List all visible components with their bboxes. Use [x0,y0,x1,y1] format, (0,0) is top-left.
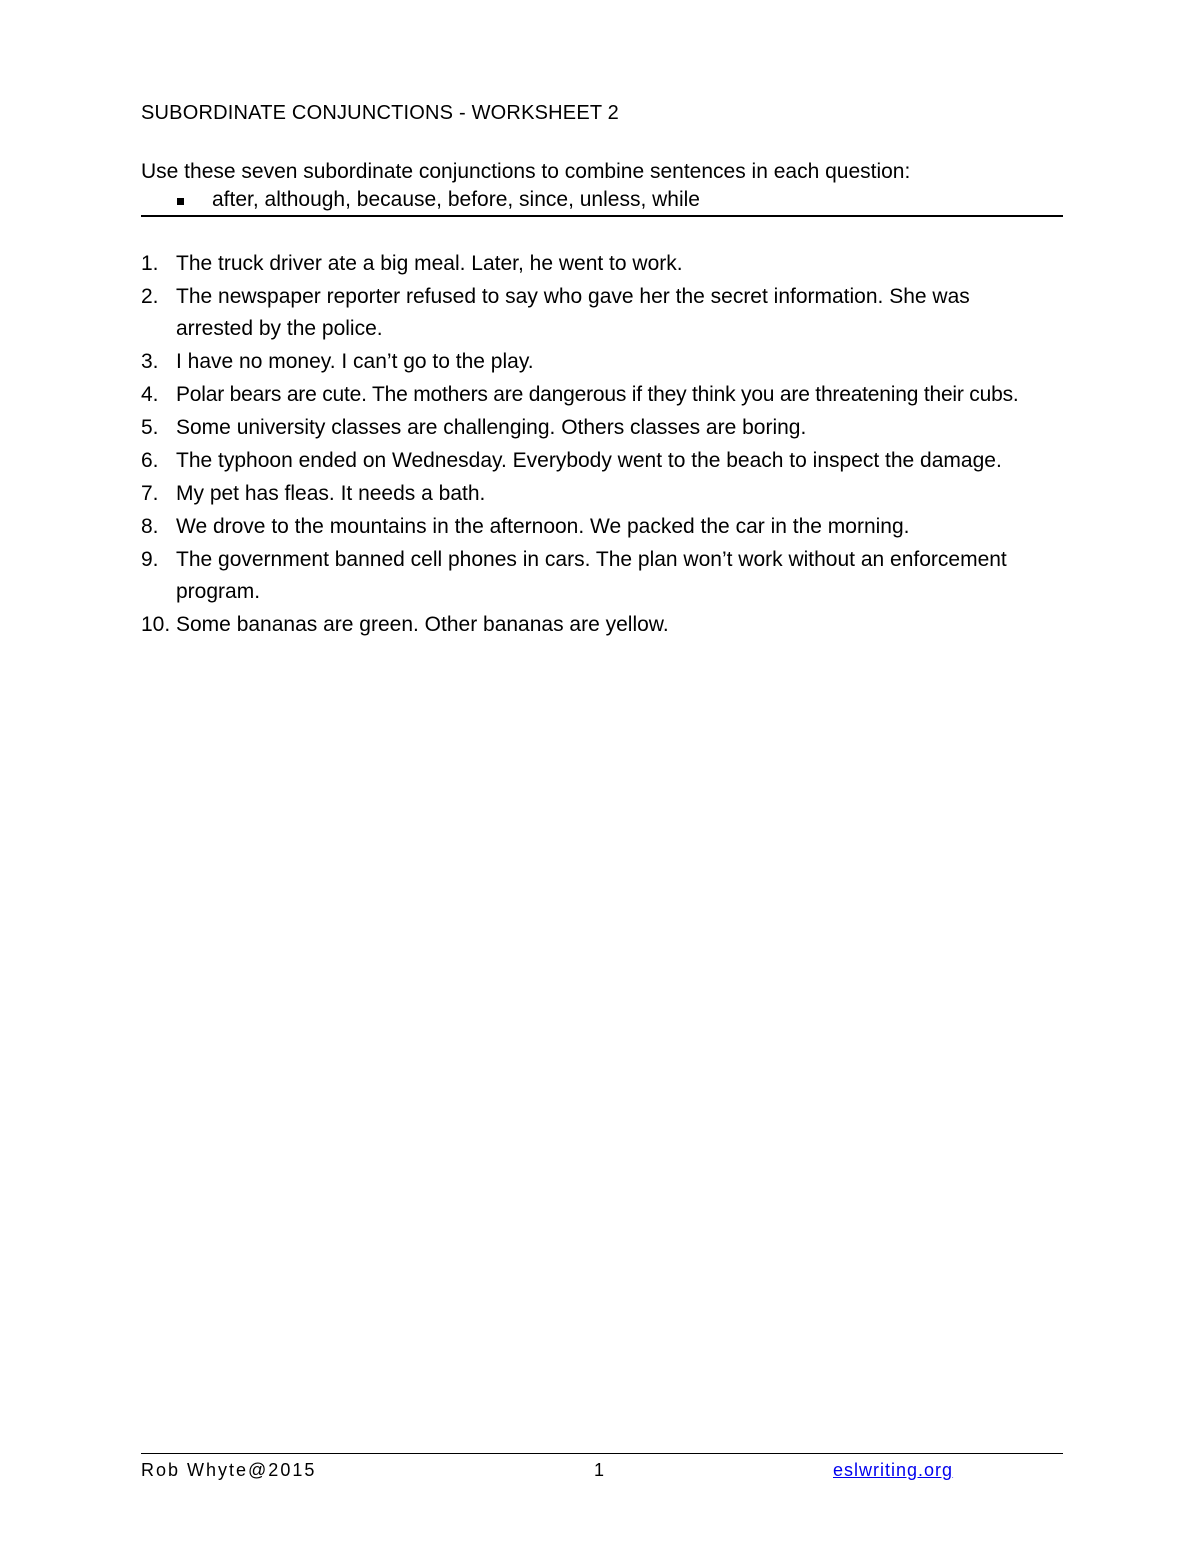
footer-website-link[interactable]: eslwriting.org [833,1460,954,1480]
footer-divider [141,1453,1063,1454]
question-number: 5. [141,416,159,439]
worksheet-title: SUBORDINATE CONJUNCTIONS - WORKSHEET 2 [141,102,620,124]
question-item-4 [141,379,1081,411]
question-text: I have no money. I can’t go to the play. [176,350,534,373]
question-item-7 [141,478,1081,510]
question-item-8 [141,511,1081,543]
question-text: We drove to the mountains in the afternoon. We packed the car in the morning. [176,515,910,538]
footer-author: Rob Whyte@2015 [141,1460,317,1480]
question-number: 9. [141,548,159,571]
question-text: The government banned cell phones in cars. The plan won’t work without an enforcement program. [176,548,1007,603]
question-text: The truck driver ate a big meal. Later, he went to work. [176,252,683,275]
question-number: 7. [141,482,159,505]
question-item-2 [141,281,1081,345]
question-number: 6. [141,449,159,472]
footer-page-number: 1 [594,1460,605,1480]
question-text: The typhoon ended on Wednesday. Everybody went to the beach to inspect the damage. [176,449,1002,472]
question-number: 3. [141,350,159,373]
question-item-10 [141,609,1081,641]
conjunction-list-text: after, although, because, before, since, unless, while [212,188,700,211]
question-number: 1. [141,252,159,275]
question-text: Some university classes are challenging. Others classes are boring. [176,416,807,439]
question-item-1 [141,248,1081,280]
question-number: 2. [141,285,159,308]
question-text: The newspaper reporter refused to say who gave her the secret information. She was arrested by the police. [176,285,970,340]
question-item-5 [141,412,1081,444]
question-number: 4. [141,383,159,406]
conjunction-list [141,188,1063,217]
question-text: My pet has fleas. It needs a bath. [176,482,486,505]
question-item-3 [141,346,1081,378]
instruction-text: Use these seven subordinate conjunctions to combine sentences in each question: [141,160,911,183]
question-item-9 [141,544,1081,608]
question-text: Polar bears are cute. The mothers are dangerous if they think you are threatening their cubs. [176,383,1019,406]
question-item-6 [141,445,1081,477]
square-bullet-icon [177,198,184,205]
question-text: Some bananas are green. Other bananas are yellow. [176,613,669,636]
question-number: 10. [141,613,171,636]
question-list [141,248,1081,642]
question-number: 8. [141,515,159,538]
